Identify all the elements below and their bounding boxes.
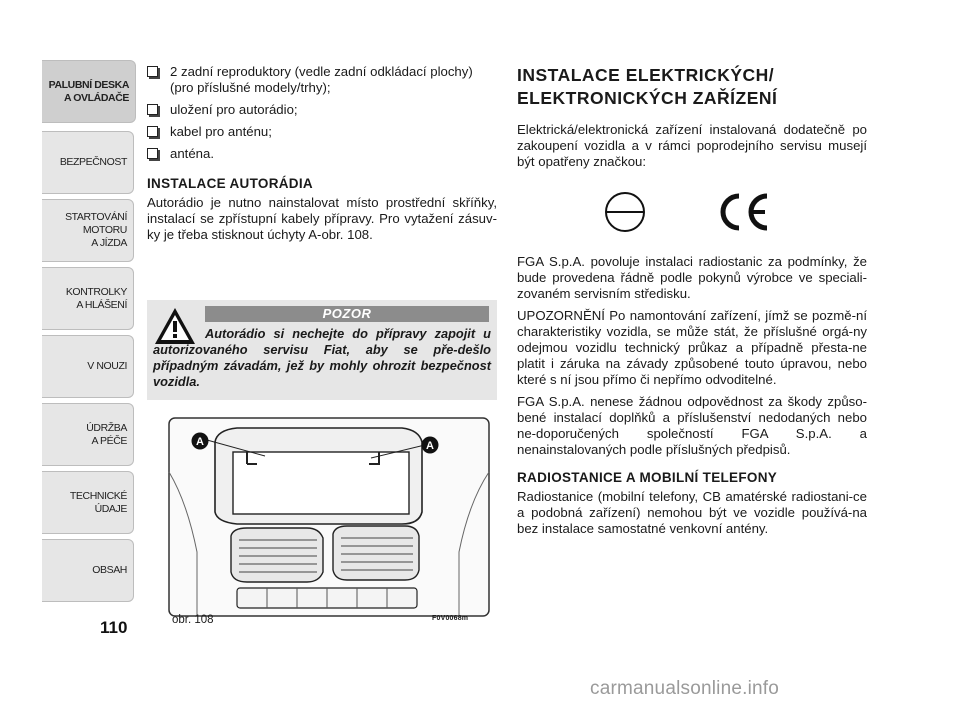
intro-text: Elektrická/elektronická zařízení instalovaná dodatečně po zakoupení vozidla a v rámci poprodejního servisu musejí být opatřeny značkou: (517, 122, 867, 169)
right-column (517, 64, 867, 543)
paragraph-fga-liability: FGA S.p.A. nenese žádnou odpovědnost za škody způso-bené instalací doplňků a příslušenství nedodaných nebo ne-doporučených společností FGA S.p.A. a nenainstalovaných podle příslušných předpisů. (517, 394, 867, 457)
e-mark-icon (603, 190, 647, 234)
tab-technicke-udaje[interactable]: TECHNICKÉ ÚDAJE (42, 471, 134, 534)
tab-kontrolky[interactable]: KONTROLKY A HLÁŠENÍ (42, 267, 134, 330)
section-text-autoradio: Autorádio je nutno nainstalovat místo prostřední skříňky, instalací se zpřístupní kabely přípravy. Pro vytažení zásuv-ky je třeba stisknout úchyty A-obr. 108. (147, 195, 497, 242)
warning-title: POZOR (205, 306, 489, 322)
section-text-radiostanice: Radiostanice (mobilní telefony, CB amatérské radiostani-ce a podobná zařízení) nemohou být ve vozidle používá-na bez instalace samostatné venkovní antény. (517, 489, 867, 536)
certification-marks (517, 184, 867, 244)
left-column (147, 64, 497, 249)
svg-text:A: A (426, 440, 434, 452)
page-title: INSTALACE ELEKTRICKÝCH/ ELEKTRONICKÝCH ZAŘÍZENÍ (517, 65, 778, 108)
bullet-list (147, 64, 497, 162)
ce-mark-icon (713, 190, 773, 234)
callout-a-right-icon (421, 436, 439, 454)
warning-box (147, 300, 497, 400)
figure-108 (147, 412, 497, 624)
section-title-autoradio: INSTALACE AUTORÁDIA (147, 176, 313, 191)
callout-a-left-icon (191, 432, 209, 450)
paragraph-fga-permission: FGA S.p.A. povoluje instalaci radiostanic za podmínky, že bude provedena řádně podle pokynů výrobce ve speciali-zovaném servisním středisku. (517, 254, 867, 301)
tab-bezpecnost[interactable]: BEZPEČNOST (42, 131, 134, 194)
list-item: 2 zadní reproduktory (vedle zadní odkládací plochy) (pro příslušné modely/trhy); (147, 64, 497, 96)
figure-caption: obr. 108 (172, 614, 214, 626)
checkbox-bullet-icon (147, 104, 158, 115)
list-item: anténa. (147, 146, 497, 162)
checkbox-bullet-icon (147, 148, 158, 159)
list-item: uložení pro autorádio; (147, 102, 497, 118)
paragraph-upozorneni: UPOZORNĚNÍ Po namontování zařízení, jímž se pozmě-ní charakteristiky vozidla, se může stát, že příslušné orgá-ny odejmou vozidlu technický průkaz a případně přesta-ne platit i záruka na závady způsobené touto úpravou, nebo které s ní jsou přímo či nepřímo odvoditelné. (517, 308, 867, 387)
tab-v-nouzi[interactable]: V NOUZI (42, 335, 134, 398)
tab-palubni-deska[interactable]: PALUBNÍ DESKA A OVLÁDAČE (42, 60, 136, 123)
checkbox-bullet-icon (147, 126, 158, 137)
tab-udrzba[interactable]: ÚDRŽBA A PÉČE (42, 403, 134, 466)
checkbox-bullet-icon (147, 66, 158, 77)
page-number: 110 (100, 618, 128, 637)
warning-text: Autorádio si nechejte do přípravy zapojit u autorizovaného servisu Fiat, aby se pře-dešlo případným závadám, jež by mohly ohrozit bezpečnost vozidla. (153, 326, 491, 389)
list-item: kabel pro anténu; (147, 124, 497, 140)
tab-startovani[interactable]: STARTOVÁNÍ MOTORU A JÍZDA (42, 199, 134, 262)
tab-obsah[interactable]: OBSAH (42, 539, 134, 602)
svg-text:A: A (196, 436, 204, 448)
figure-code: F0V0068m (432, 615, 469, 622)
section-title-radiostanice: RADIOSTANICE A MOBILNÍ TELEFONY (517, 470, 778, 485)
watermark: carmanualsonline.info (590, 678, 780, 699)
